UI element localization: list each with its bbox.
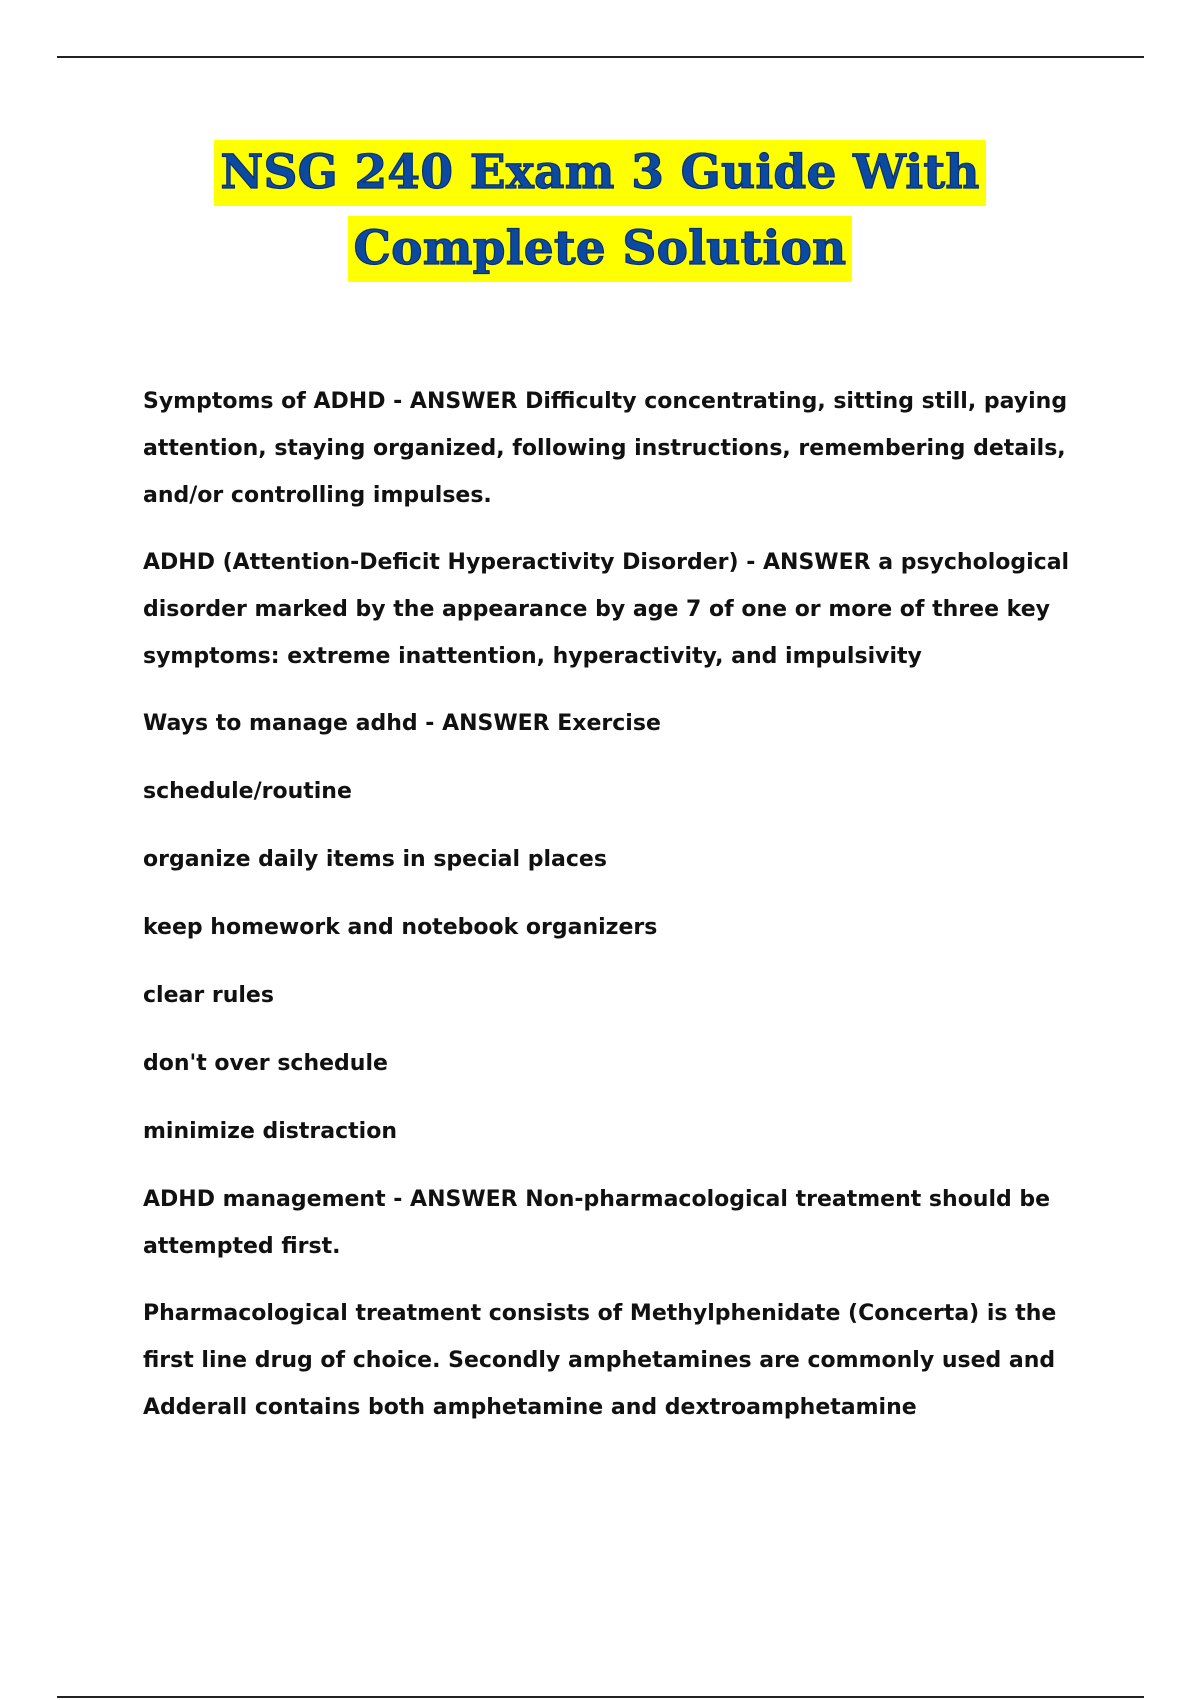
paragraph-adhd-definition: ADHD (Attention-Deficit Hyperactivity Disorder) - ANSWER a psychological disorder marked by the appearance by age 7 of one or more of three key symptoms: extreme inattention, hyperactivity, and impulsivity [143, 550, 1070, 669]
paragraph-homework-organizers: keep homework and notebook organizers [143, 915, 658, 940]
bottom-rule [57, 1696, 1144, 1698]
paragraph-adhd-symptoms: Symptoms of ADHD - ANSWER Difficulty concentrating, sitting still, paying attention, staying organized, following instructions, remembering details, and/or controlling impulses. [143, 389, 1068, 508]
title-line-1: NSG 240 Exam 3 Guide With [214, 140, 985, 206]
document-body [143, 378, 1083, 1451]
paragraph-minimize-distraction: minimize distraction [143, 1119, 397, 1144]
title-line-2: Complete Solution [348, 216, 853, 282]
paragraph-dont-over-schedule: don't over schedule [143, 1051, 388, 1076]
paragraph-organize-items: organize daily items in special places [143, 847, 607, 872]
paragraph-ways-to-manage: Ways to manage adhd - ANSWER Exercise [143, 711, 661, 736]
top-rule [57, 56, 1144, 58]
document-title [0, 140, 1200, 282]
paragraph-schedule-routine: schedule/routine [143, 779, 352, 804]
paragraph-adhd-management: ADHD management - ANSWER Non-pharmacological treatment should be attempted first. [143, 1187, 1051, 1259]
paragraph-pharmacological-treatment: Pharmacological treatment consists of Methylphenidate (Concerta) is the first line drug of choice. Secondly amphetamines are commonly used and Adderall contains both amphetamine and dextroamphetamine [143, 1301, 1057, 1420]
paragraph-clear-rules: clear rules [143, 983, 274, 1008]
